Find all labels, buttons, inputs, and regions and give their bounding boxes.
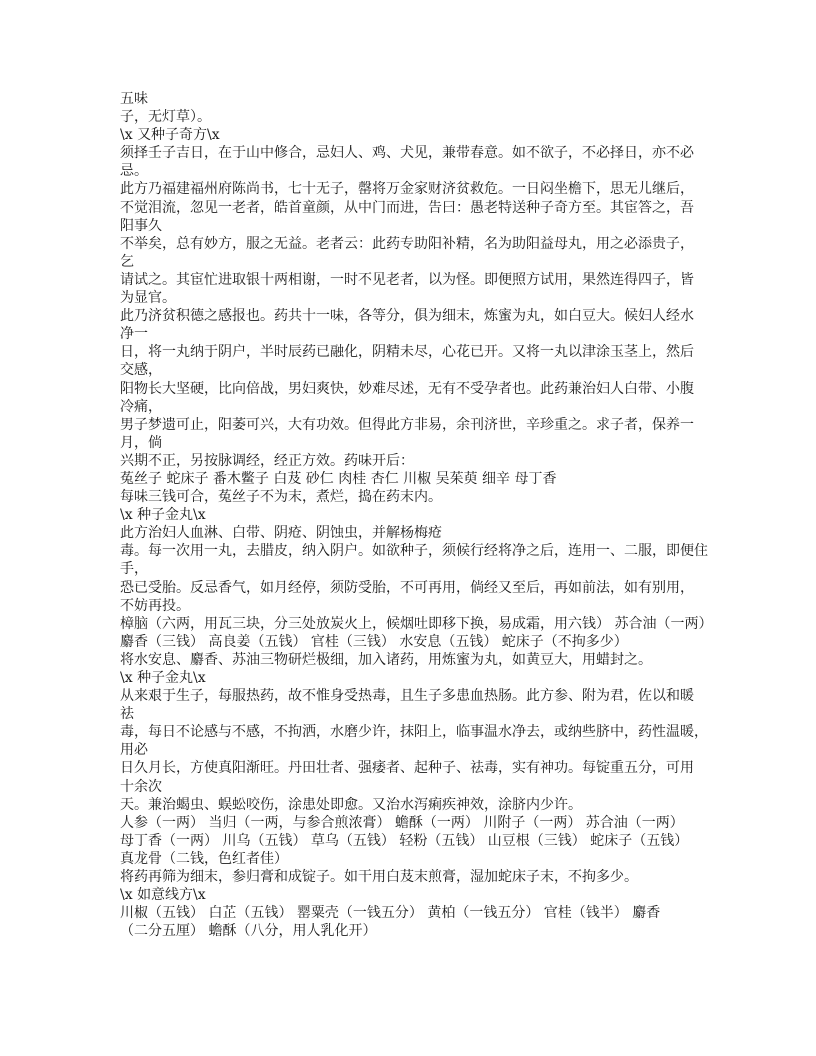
text-line: 祛 [120, 706, 134, 723]
text-line: 母丁香（一两） 川乌（五钱） 草乌（五钱） 轻粉（五钱） 山豆根（三钱） 蛇床子（五钱） [120, 832, 689, 849]
text-line: 每味三钱可合，菟丝子不为末，煮烂，捣在药末内。 [120, 489, 442, 506]
text-line: 从来艰于生子，每服热药，故不惟身受热毒，且生子多患血热肠。此方参、附为君，佐以和暖 [120, 688, 694, 705]
text-line: 毒。每一次用一丸，去腊皮，纳入阴户。如欲种子，须候行经将净之后，连用一、二服，即便住 [120, 543, 708, 560]
text-line: 净一 [120, 326, 148, 343]
text-line: 菟丝子 蛇床子 番木鳖子 白芨 砂仁 肉桂 杏仁 川椒 吴茱萸 细辛 母丁香 [120, 470, 557, 487]
document-body [120, 90, 713, 940]
text-line: 用必 [120, 742, 148, 759]
text-line: 子，无灯草）。 [120, 109, 211, 126]
text-line: 真龙骨（二钱，色红者佳） [120, 850, 288, 867]
text-line: 日，将一丸纳于阴户，半时辰药已融化，阴精未尽，心花已开。又将一丸以津涂玉茎上，然后 [120, 344, 694, 361]
text-line: 川椒（五钱） 白芷（五钱） 罂粟壳（一钱五分） 黄柏（一钱五分） 官桂（钱半） 麝香 [120, 905, 661, 922]
text-line: 乞 [120, 253, 134, 270]
text-line: 麝香（三钱） 高良姜（五钱） 官桂（三钱） 水安息（五钱） 蛇床子（不拘多少） [120, 633, 628, 650]
text-line: 阳事久 [120, 217, 162, 234]
text-line: 不觉泪流，忽见一老者，皓首童颜，从中门而进，告曰：愚老特送种子奇方至。其宦答之，吾 [120, 199, 694, 216]
text-line: 阳物长大坚硬，比向倍战，男妇爽快，妙难尽述，无有不受孕者也。此药兼治妇人白带、小腹 [120, 380, 694, 397]
text-line: 请试之。其宦忙进取银十两相谢，一时不见老者，以为怪。即便照方试用，果然连得四子，皆 [120, 271, 694, 288]
text-line: 人参（一两） 当归（一两，与参合煎浓膏） 蟾酥（一两） 川附子（一两） 苏合油（一两） [120, 814, 684, 831]
text-line: 男子梦遗可止，阳萎可兴，大有功效。但得此方非易，余刊济世，辛珍重之。求子者，保养一 [120, 416, 694, 433]
text-line: \x 又种子奇方\x [120, 127, 220, 144]
text-line: 不妨再投。 [120, 597, 190, 614]
text-line: 交感， [120, 362, 162, 379]
text-line: 为显官。 [120, 290, 176, 307]
text-line: 樟脑（六两，用瓦三块，分三处放炭火上，候烟吐即移下换，易成霜，用六钱） 苏合油（一两） [120, 615, 713, 632]
text-line: 将水安息、麝香、苏油三物研烂极细，加入诸药，用炼蜜为丸，如黄豆大，用蜡封之。 [120, 651, 652, 668]
text-line: 此方治妇人血淋、白带、阴疮、阴蚀虫，并解杨梅疮 [120, 525, 442, 542]
text-line: 忌。 [120, 163, 148, 180]
text-line: 恐已受胎。反忌香气，如月经停，须防受胎，不可再用，倘经又至后，再如前法，如有别用， [120, 579, 694, 596]
text-line: 五味 [120, 91, 148, 107]
text-line: 冷痛， [120, 398, 162, 415]
text-line: 毒，每日不论感与不感，不拘洒，水磨少许，抹阳上，临事温水净去，或纳些脐中，药性温暖， [120, 724, 708, 741]
text-line: 月，倘 [120, 434, 162, 451]
text-line: 兴期不正，另按脉调经，经正方效。药味开后： [120, 452, 414, 469]
text-line: \x 种子金丸\x [120, 507, 206, 524]
text-line: （二分五厘） 蟾酥（八分，用人乳化开） [120, 923, 377, 940]
text-line: 此方乃福建福州府陈尚书，七十无子，罄将万金家财济贫救危。一日闷坐檐下，思无儿继后， [120, 181, 694, 198]
text-line: \x 如意线方\x [120, 887, 206, 904]
text-line: 不举矣，总有妙方，服之无益。老者云：此药专助阳补精，名为助阳益母丸，用之必添贵子， [120, 235, 694, 252]
text-line: 天。兼治蝎虫、蜈蚣咬伤，涂患处即愈。又治水泻痢疾神效，涂脐内少许。 [120, 796, 582, 813]
text-line: 须择壬子吉日，在于山中修合，忌妇人、鸡、犬见，兼带春意。如不欲子，不必择日，亦不必 [120, 145, 694, 162]
text-line: 此乃济贫积德之感报也。药共十一味，各等分，俱为细末，炼蜜为丸，如白豆大。候妇人经水 [120, 308, 694, 325]
text-line: 将药再筛为细末，参归膏和成锭子。如干用白芨末煎膏，湿加蛇床子末，不拘多少。 [120, 869, 638, 886]
text-line: 手， [120, 561, 148, 578]
text-line: 日久月长，方使真阳渐旺。丹田壮者、强痿者、起种子、祛毒，实有神功。每锭重五分，可用 [120, 760, 694, 777]
text-line: \x 种子金丸\x [120, 670, 206, 686]
text-line: 十余次 [120, 778, 162, 795]
